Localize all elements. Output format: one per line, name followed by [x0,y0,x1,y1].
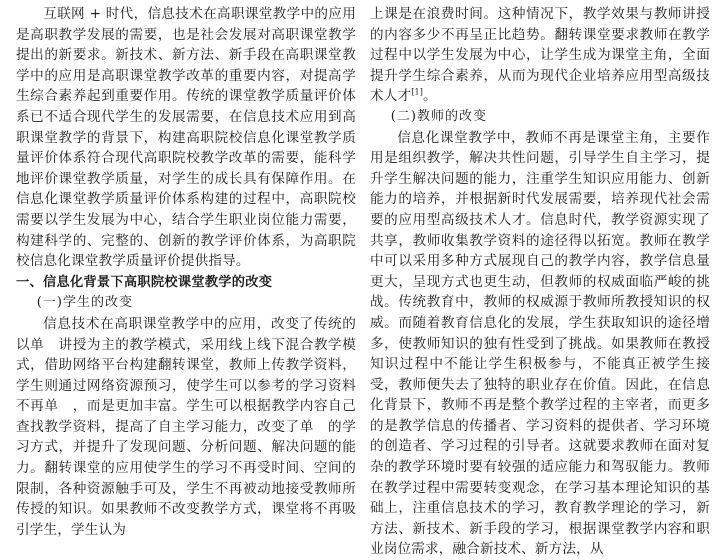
students-change-paragraph: 信息技术在高职课堂教学中的应用，改变了传统的以单 讲授为主的教学模式，采用线上线下混合教学模式，借助网络平台构建翻转课堂，教师上传教学资料，学生则通过网络资源预习，使学生可以参考的学习资料不再单 ，而是更加丰富。学生可以根据教学内容自己查找教学资料，提高了自主学习能力，改变了单 的学习方式，并提升了发现问题、分析问题、解决问题的能力。翻转课堂的应用使学生的学习不再受时间、空间的限制，各种资源触手可及，学生不再被动地接受教师所传授的知识。如果教师不改变教学方式，课堂将不再吸引学生，学生认为 [16,315,356,538]
subsection-heading-students: (一)学生的改变 [36,295,133,311]
continued-paragraph-end: 。 [423,88,437,105]
right-column [370,4,710,560]
continued-paragraph [370,4,710,107]
section-heading-1: 一、信息化背景下高职院校课堂教学的改变 [16,274,273,290]
subsection-heading-teachers: (二)教师的改变 [390,108,487,124]
teachers-change-paragraph: 信息化课堂教学中，教师不再是课堂主角，主要作用是组织教学，解决共性问题，引导学生自主学习，提升学生解决问题的能力，注重学生知识应用能力、创新能力的培养，并根据新时代发展需要，培养现代社会需要的应用型高级技术人才。信息时代，教学资源实现了共享，教师收集教学资料的途径得以拓宽。教师在教学中可以采用多种方式展现自己的教学内容，教学信息量更大，呈现方式也更生动，但教师的权威面临严峻的挑战。传统教育中，教师的权威源于教师所教授知识的权威。而随着教育信息化的发展，学生获取知识的途径增多，使教师知识的独有性受到了挑战。如果教师在教授知识过程中不能让学生积极参与，不能真正被学生接受，教师便失去了独特的职业存在价值。因此，在信息化背景下，教师不再是整个教学过程的主宰者，而更多的是教学信息的传播者、学习资料的提供者、学习环境的创造者、学习过程的引导者。这就要求教师在面对复杂的教学环境时要有较强的适应能力和驾驭能力。教师在教学过程中需要转变观念，在学习基本理论知识的基础上，注重信息技术的学习，教育教学理论的学习，新方法、新技术、新手段的学习，根据课堂教学内容和职业岗位需求，融合新技术、新方法，从 [370,129,710,558]
intro-paragraph: 互联网 + 时代，信息技术在高职课堂教学中的应用是高职教学发展的需要，也是社会发展对高职课堂教学提出的新要求。新技术、新方法、新手段在高职课堂教学中的应用是高职课堂教学改革的重要内容，对提高学生综合素养起到重要作用。传统的课堂教学质量评价体系已不适合现代学生的发展需要，在信息技术应用到高职课堂教学的背景下，构建高职院校信息化课堂教学质量评价体系符合现代高职院校教学改革的需要，能科学地评价课堂教学质量，对学生的成长具有保障作用。在信息化课堂教学质量评价体系构建的过程中，高职院校需要以学生发展为中心，结合学生职业岗位能力需要，构建科学的、完整的、创新的教学评价体系，为高职院校信息化课堂教学质量评价提供指导。 [16,6,356,270]
left-column [16,4,356,540]
citation-marker: [1] [411,87,424,97]
continued-paragraph-text: 上课是在浪费时间。这种情况下，教学效果与教师讲授的内容多少不再呈正比趋势。翻转课堂要求教师在教学过程中以学生发展为中心，让学生成为课堂主角，全面提升学生综合素养，从而为现代企业培养应用型高级技术人才 [370,6,710,105]
